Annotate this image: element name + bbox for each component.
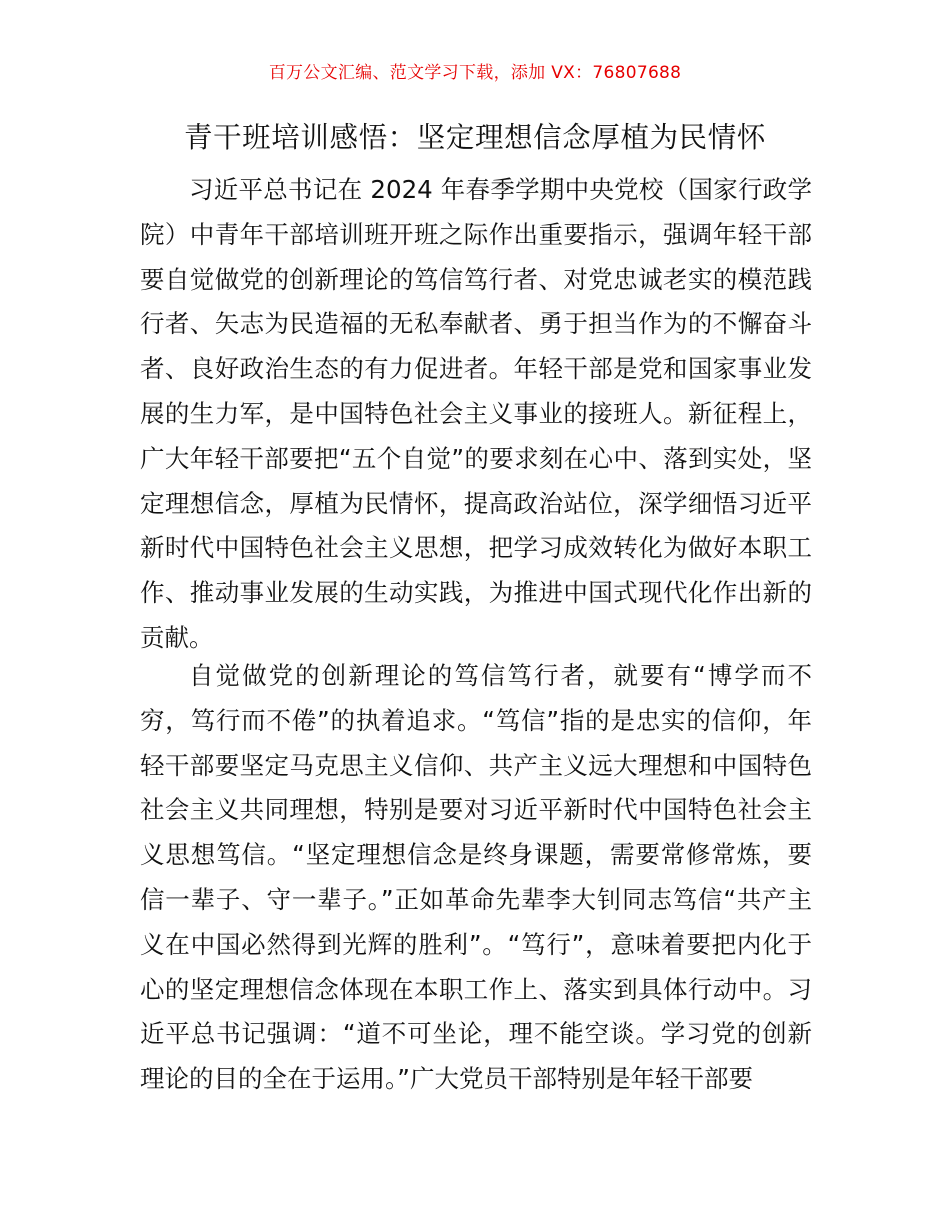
- header-banner: 百万公文汇编、范文学习下载，添加 VX：76807688: [268, 63, 682, 83]
- body-paragraph-2: 自觉做党的创新理论的笃信笃行者，就要有“博学而不穷，笃行而不倦”的执着追求。“笃信”指的是忠实的信仰，年轻干部要坚定马克思主义信仰、共产主义远大理想和中国特色社会主义共同理想，特别是要对习近平新时代中国特色社会主义思想笃信。“坚定理想信念是终身课题，需要常修常炼，要信一辈子、守一辈子。”正如革命先辈李大钊同志笃信“共产主义在中国必然得到光辉的胜利”。“笃行”，意味着要把内化于心的坚定理想信念体现在本职工作上、落实到具体行动中。习近平总书记强调：“道不可坐论，理不能空谈。学习党的创新理论的目的全在于运用。”广大党员干部特别是年轻干部要: [140, 661, 812, 1094]
- body-paragraph-1: 习近平总书记在 2024 年春季学期中央党校（国家行政学院）中青年干部培训班开班之际作出重要指示，强调年轻干部要自觉做党的创新理论的笃信笃行者、对党忠诚老实的模范践行者、矢志为民造福的无私奉献者、勇于担当作为的不懈奋斗者、良好政治生态的有力促进者。年轻干部是党和国家事业发展的生力军，是中国特色社会主义事业的接班人。新征程上，广大年轻干部要把“五个自觉”的要求刻在心中、落到实处，坚定理想信念，厚植为民情怀，提高政治站位，深学细悟习近平新时代中国特色社会主义思想，把学习成效转化为做好本职工作、推动事业发展的生动实践，为推进中国式现代化作出新的贡献。: [140, 175, 812, 652]
- document-title: 青干班培训感悟：坚定理想信念厚植为民情怀: [183, 121, 766, 154]
